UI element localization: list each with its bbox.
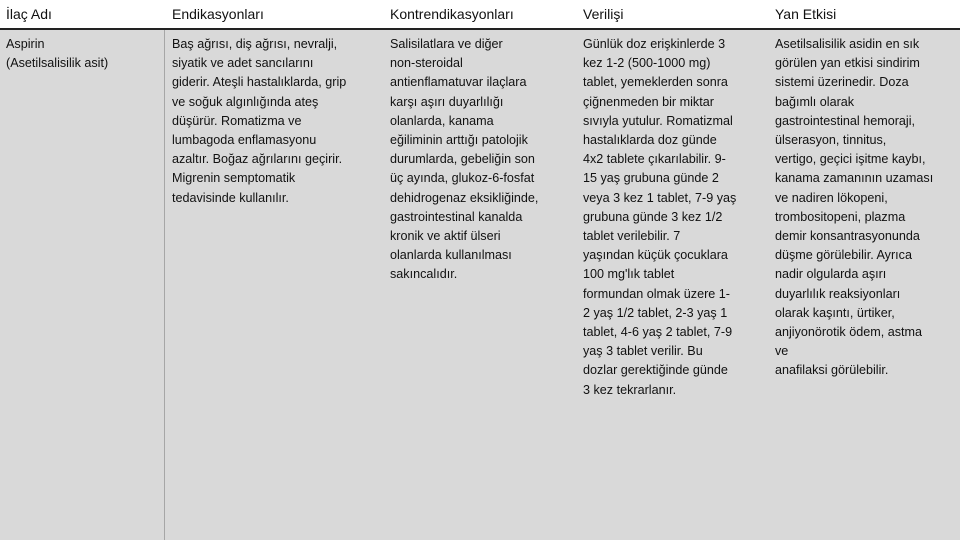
- header-contraindications: Kontrendikasyonları: [390, 6, 514, 22]
- table-header-row: [0, 0, 960, 30]
- header-indications: Endikasyonları: [172, 6, 264, 22]
- cell-side-effects: Asetilsalisilik asidin en sık görülen yan etkisi sindirim sistemi üzerinedir. Doza bağımlı olarak gastrointestinal hemoraji, ülserasyon, tinnitus, vertigo, geçici işitme kaybı, kanama zamanının uzaması ve nadiren lökopeni, trombositopeni, plazma demir konsantrasyonunda düşme görülebilir. Ayrıca nadir olgularda aşırı duyarlılık reaksiyonları olarak kaşıntı, ürtiker, anjiyonörotik ödem, astma ve anafilaksi görülebilir.: [775, 37, 934, 378]
- cell-administration: Günlük doz erişkinlerde 3 kez 1-2 (500-1000 mg) tablet, yemeklerden sonra çiğnenmeden bir miktar sıvıyla yutulur. Romatizmal hastalıklarda doz günde 4x2 tablete çıkarılabilir. 9- 15 yaş grubuna günde 2 veya 3 kez 1 tablet, 7-9 yaş grubuna günde 3 kez 1/2 tablet verilebilir. 7 yaşından küçük çocuklara 100 mg'lık tablet formundan olmak üzere 1- 2 yaş 1/2 tablet, 2-3 yaş 1 tablet, 4-6 yaş 2 tablet, 7-9 yaş 3 tablet verilir. Bu dozlar gerektiğinde günde 3 kez tekrarlanır.: [583, 37, 737, 397]
- column-divider: [164, 30, 165, 540]
- header-administration: Verilişi: [583, 6, 624, 22]
- header-drug-name: İlaç Adı: [6, 6, 52, 22]
- cell-drug-name: Aspirin (Asetilsalisilik asit): [6, 37, 109, 71]
- cell-contraindications: Salisilatlara ve diğer non-steroidal antienflamatuvar ilaçlara karşı aşırı duyarlılığı olanlarda, kanama eğiliminin arttığı patolojik durumlarda, gebeliğin son üç ayında, glukoz-6-fosfat dehidrogenaz eksikliğinde, gastrointestinal kanalda kronik ve aktif ülseri olanlarda kullanılması sakıncalıdır.: [390, 37, 539, 282]
- header-side-effects: Yan Etkisi: [775, 6, 837, 22]
- cell-indications: Baş ağrısı, diş ağrısı, nevralji, siyatik ve adet sancılarını giderir. Ateşli hastalıklarda, grip ve soğuk algınlığında ateş düşürür. Romatizma ve lumbagoda enflamasyonu azaltır. Boğaz ağrılarını geçirir. Migrenin semptomatik tedavisinde kullanılır.: [172, 37, 347, 205]
